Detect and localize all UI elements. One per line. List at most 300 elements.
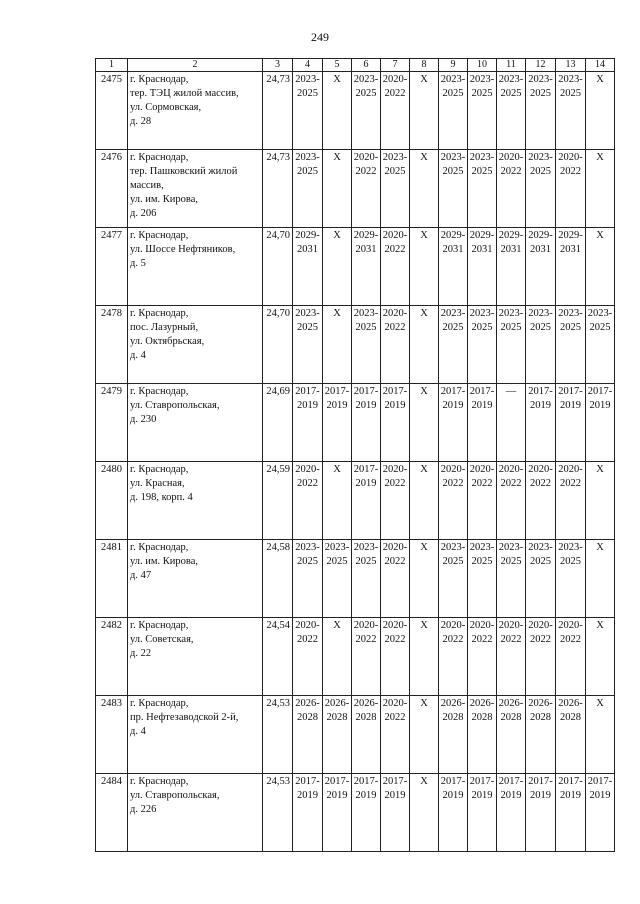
period-text: 2019 <box>589 400 611 411</box>
period-text: 2028 <box>530 712 551 723</box>
register-table <box>95 58 615 852</box>
period-cell <box>381 72 410 150</box>
period-text: X <box>420 698 428 709</box>
period-text: 2020- <box>353 620 379 631</box>
period-text: 2017- <box>295 776 320 787</box>
period-text: 2020- <box>382 230 408 241</box>
period-cell <box>586 384 615 462</box>
period-cell <box>586 150 615 228</box>
period-text: 2022 <box>442 478 464 489</box>
period-cell <box>410 774 439 852</box>
period-text: 2025 <box>500 88 522 99</box>
address-cell <box>128 72 263 150</box>
period-text: X <box>420 542 428 553</box>
period-cell <box>497 540 526 618</box>
address-line: ул. им. Кирова, <box>130 556 199 567</box>
period-text: 2022 <box>560 166 581 177</box>
period-cell <box>526 72 556 150</box>
period-text: 2023- <box>558 542 583 553</box>
period-text: 2017- <box>587 386 613 397</box>
period-text: 2025 <box>297 88 318 99</box>
period-cell <box>497 384 526 462</box>
column-number-6: 6 <box>352 59 381 72</box>
address-line: г. Краснодар, <box>130 620 189 631</box>
period-cell <box>586 228 615 306</box>
period-text: 2023- <box>528 308 553 319</box>
period-text: 2022 <box>442 634 464 645</box>
period-cell <box>526 150 556 228</box>
period-text: 2028 <box>471 712 493 723</box>
address-line: д. 206 <box>130 208 157 219</box>
period-cell <box>410 306 439 384</box>
period-cell <box>468 774 497 852</box>
period-text: 2026- <box>324 698 350 709</box>
period-text: 2017- <box>382 776 408 787</box>
period-text: 2019 <box>384 790 406 801</box>
period-text: 2017- <box>528 386 553 397</box>
period-text: 2022 <box>384 634 406 645</box>
period-text: 2023- <box>295 542 320 553</box>
period-cell <box>352 228 381 306</box>
period-text: 2023- <box>353 542 379 553</box>
period-cell <box>468 462 497 540</box>
period-cell <box>381 462 410 540</box>
address-line: д. 4 <box>130 726 146 737</box>
table-row <box>96 462 615 540</box>
period-cell <box>586 774 615 852</box>
period-text: 2026- <box>440 698 466 709</box>
period-text: 2029- <box>353 230 379 241</box>
period-text: 2017- <box>498 776 524 787</box>
rating-value: 24,73 <box>263 150 293 228</box>
period-text: X <box>333 620 341 631</box>
row-number: 2477 <box>96 228 128 306</box>
period-text: 2023- <box>440 308 466 319</box>
period-cell <box>526 228 556 306</box>
period-text: 2019 <box>471 400 493 411</box>
period-cell <box>323 696 352 774</box>
column-number-4: 4 <box>293 59 323 72</box>
period-text: 2017- <box>440 776 466 787</box>
period-text: 2025 <box>560 556 581 567</box>
row-number: 2479 <box>96 384 128 462</box>
period-text: 2019 <box>560 790 581 801</box>
period-text: 2025 <box>471 556 493 567</box>
period-text: X <box>420 386 428 397</box>
period-cell <box>468 618 497 696</box>
rating-value: 24,70 <box>263 228 293 306</box>
address-line: массив, <box>130 180 164 191</box>
period-text: 2020- <box>382 308 408 319</box>
period-cell <box>381 228 410 306</box>
period-cell <box>323 72 352 150</box>
period-text: X <box>420 464 428 475</box>
period-cell <box>352 540 381 618</box>
period-text: 2017- <box>440 386 466 397</box>
period-text: 2022 <box>530 478 551 489</box>
period-cell <box>293 384 323 462</box>
period-text: 2023- <box>353 74 379 85</box>
period-cell <box>293 228 323 306</box>
period-cell <box>556 696 586 774</box>
period-text: 2025 <box>442 166 464 177</box>
rating-value: 24,70 <box>263 306 293 384</box>
period-text: 2020- <box>469 464 495 475</box>
period-text: 2022 <box>297 634 318 645</box>
period-text: 2025 <box>471 322 493 333</box>
period-text: 2020- <box>295 620 320 631</box>
period-cell <box>556 150 586 228</box>
period-text: 2025 <box>530 166 551 177</box>
table-body <box>96 59 615 852</box>
period-text: 2029- <box>440 230 466 241</box>
period-text: 2019 <box>442 790 464 801</box>
period-text: 2025 <box>355 322 377 333</box>
period-text: 2020- <box>382 620 408 631</box>
period-text: 2029- <box>469 230 495 241</box>
period-text: 2025 <box>500 556 522 567</box>
period-cell <box>439 540 468 618</box>
period-text: 2019 <box>355 478 377 489</box>
period-cell <box>293 150 323 228</box>
column-number-9: 9 <box>439 59 468 72</box>
address-line: г. Краснодар, <box>130 386 189 397</box>
period-text: 2019 <box>355 400 377 411</box>
period-text: 2022 <box>560 634 581 645</box>
period-cell <box>381 618 410 696</box>
period-text: 2023- <box>528 74 553 85</box>
period-cell <box>497 228 526 306</box>
period-text: 2031 <box>355 244 377 255</box>
period-text: 2020- <box>382 464 408 475</box>
period-text: 2020- <box>558 464 583 475</box>
period-text: 2029- <box>295 230 320 241</box>
period-cell <box>410 540 439 618</box>
period-text: 2028 <box>326 712 348 723</box>
period-text: 2017- <box>353 464 379 475</box>
period-text: 2019 <box>471 790 493 801</box>
period-text: 2025 <box>471 166 493 177</box>
period-text: 2031 <box>297 244 318 255</box>
row-number: 2481 <box>96 540 128 618</box>
period-cell <box>352 384 381 462</box>
period-text: 2025 <box>297 166 318 177</box>
column-number-8: 8 <box>410 59 439 72</box>
period-cell <box>586 462 615 540</box>
period-text: 2017- <box>528 776 553 787</box>
period-text: 2020- <box>528 620 553 631</box>
period-text: X <box>596 230 604 241</box>
period-text: 2026- <box>469 698 495 709</box>
rating-value: 24,53 <box>263 774 293 852</box>
period-cell <box>293 462 323 540</box>
table-row <box>96 72 615 150</box>
period-text: 2022 <box>500 634 522 645</box>
period-cell <box>323 150 352 228</box>
period-text: 2025 <box>326 556 348 567</box>
period-text: 2022 <box>355 634 377 645</box>
period-text: X <box>420 152 428 163</box>
period-text: 2026- <box>558 698 583 709</box>
period-cell <box>381 696 410 774</box>
period-cell <box>468 540 497 618</box>
period-text: X <box>596 464 604 475</box>
period-text: 2020- <box>382 542 408 553</box>
period-text: 2023- <box>498 542 524 553</box>
period-text: 2022 <box>530 634 551 645</box>
table-row <box>96 696 615 774</box>
period-text: 2020- <box>440 620 466 631</box>
period-cell <box>497 618 526 696</box>
row-number: 2482 <box>96 618 128 696</box>
period-text: 2031 <box>471 244 493 255</box>
period-cell <box>526 618 556 696</box>
period-text: X <box>420 308 428 319</box>
period-cell <box>293 774 323 852</box>
period-text: 2026- <box>498 698 524 709</box>
period-cell <box>556 540 586 618</box>
period-text: 2022 <box>500 478 522 489</box>
period-text: 2025 <box>560 88 581 99</box>
period-text: 2019 <box>560 400 581 411</box>
period-text: 2029- <box>558 230 583 241</box>
period-cell <box>352 618 381 696</box>
period-text: 2025 <box>355 556 377 567</box>
period-text: 2025 <box>560 322 581 333</box>
period-text: 2017- <box>558 386 583 397</box>
period-text: 2017- <box>324 776 350 787</box>
period-text: X <box>333 308 341 319</box>
period-cell <box>586 72 615 150</box>
rating-value: 24,59 <box>263 462 293 540</box>
period-text: 2017- <box>324 386 350 397</box>
period-cell <box>556 228 586 306</box>
period-cell <box>410 462 439 540</box>
period-cell <box>381 150 410 228</box>
table-row <box>96 774 615 852</box>
period-text: 2022 <box>384 322 406 333</box>
period-cell <box>323 384 352 462</box>
period-cell <box>323 774 352 852</box>
period-cell <box>468 306 497 384</box>
period-cell <box>410 696 439 774</box>
period-cell <box>526 696 556 774</box>
period-text: 2017- <box>295 386 320 397</box>
address-line: г. Краснодар, <box>130 152 189 163</box>
period-cell <box>556 72 586 150</box>
period-text: 2019 <box>442 400 464 411</box>
period-text: 2019 <box>530 400 551 411</box>
period-text: 2020- <box>498 464 524 475</box>
period-cell <box>586 618 615 696</box>
period-text: 2026- <box>528 698 553 709</box>
period-text: 2025 <box>500 322 522 333</box>
period-cell <box>323 306 352 384</box>
period-cell <box>497 306 526 384</box>
period-text: 2019 <box>326 790 348 801</box>
period-text: X <box>596 74 604 85</box>
address-line: д. 226 <box>130 804 157 815</box>
address-cell <box>128 150 263 228</box>
period-text: 2023- <box>440 74 466 85</box>
period-text: 2023- <box>528 542 553 553</box>
period-cell <box>439 306 468 384</box>
period-cell <box>497 774 526 852</box>
period-text: X <box>596 698 604 709</box>
period-text: 2022 <box>384 712 406 723</box>
period-text: 2025 <box>589 322 611 333</box>
period-text: 2025 <box>297 556 318 567</box>
address-cell <box>128 696 263 774</box>
period-cell <box>352 774 381 852</box>
period-cell <box>352 696 381 774</box>
column-number-12: 12 <box>526 59 556 72</box>
period-text: X <box>420 620 428 631</box>
period-text: 2020- <box>528 464 553 475</box>
period-text: 2023- <box>440 542 466 553</box>
period-text: 2019 <box>355 790 377 801</box>
period-cell <box>323 618 352 696</box>
period-text: 2023- <box>295 152 320 163</box>
table-row <box>96 150 615 228</box>
address-cell <box>128 618 263 696</box>
table-row <box>96 618 615 696</box>
period-cell <box>526 384 556 462</box>
period-text: 2023- <box>558 74 583 85</box>
address-line: тер. ТЭЦ жилой массив, <box>130 88 239 99</box>
address-line: ул. им. Кирова, <box>130 194 199 205</box>
period-cell <box>526 462 556 540</box>
period-cell <box>526 540 556 618</box>
table-row <box>96 384 615 462</box>
period-text: 2023- <box>558 308 583 319</box>
period-cell <box>293 72 323 150</box>
period-cell <box>586 696 615 774</box>
rating-value: 24,73 <box>263 72 293 150</box>
period-cell <box>323 228 352 306</box>
address-line: г. Краснодар, <box>130 464 189 475</box>
period-cell <box>497 462 526 540</box>
period-text: 2022 <box>384 478 406 489</box>
period-text: 2020- <box>498 620 524 631</box>
period-cell <box>381 384 410 462</box>
period-cell <box>497 696 526 774</box>
column-number-row <box>96 59 615 72</box>
period-text: 2023- <box>469 542 495 553</box>
period-cell <box>381 306 410 384</box>
address-line: г. Краснодар, <box>130 230 189 241</box>
period-text: X <box>420 74 428 85</box>
period-text: 2020- <box>353 152 379 163</box>
period-cell <box>556 774 586 852</box>
period-cell <box>526 774 556 852</box>
period-cell <box>556 306 586 384</box>
period-text: 2026- <box>295 698 320 709</box>
period-text: 2020- <box>469 620 495 631</box>
column-number-3: 3 <box>263 59 293 72</box>
rating-value: 24,54 <box>263 618 293 696</box>
address-cell <box>128 306 263 384</box>
address-line: ул. Красная, <box>130 478 185 489</box>
period-cell <box>439 384 468 462</box>
period-cell <box>352 306 381 384</box>
period-cell <box>410 228 439 306</box>
table-row <box>96 540 615 618</box>
period-text: 2031 <box>500 244 522 255</box>
column-number-1: 1 <box>96 59 128 72</box>
address-line: тер. Пашковский жилой <box>130 166 238 177</box>
period-text: 2019 <box>297 790 318 801</box>
address-cell <box>128 540 263 618</box>
address-line: д. 47 <box>130 570 152 581</box>
period-text: X <box>596 620 604 631</box>
period-cell <box>381 774 410 852</box>
period-text: 2019 <box>589 790 611 801</box>
period-text: 2025 <box>530 88 551 99</box>
period-text: 2025 <box>471 88 493 99</box>
address-line: д. 4 <box>130 350 146 361</box>
period-text: 2026- <box>353 698 379 709</box>
period-text: 2017- <box>353 386 379 397</box>
period-cell <box>293 696 323 774</box>
period-cell <box>468 150 497 228</box>
period-cell <box>586 540 615 618</box>
period-text: X <box>333 464 341 475</box>
address-cell <box>128 774 263 852</box>
column-number-5: 5 <box>323 59 352 72</box>
period-text: 2023- <box>587 308 613 319</box>
period-text: 2023- <box>295 308 320 319</box>
period-text: 2017- <box>587 776 613 787</box>
period-text: 2019 <box>500 790 522 801</box>
address-line: г. Краснодар, <box>130 308 189 319</box>
page-number: 249 <box>311 30 329 44</box>
period-text: 2023- <box>382 152 408 163</box>
period-cell <box>323 462 352 540</box>
period-cell <box>410 72 439 150</box>
period-text: 2023- <box>469 308 495 319</box>
period-cell <box>439 72 468 150</box>
period-text: 2023- <box>295 74 320 85</box>
period-cell <box>439 774 468 852</box>
period-cell <box>439 696 468 774</box>
period-text: 2022 <box>297 478 318 489</box>
period-text: X <box>420 230 428 241</box>
period-cell <box>468 384 497 462</box>
period-text: 2023- <box>498 74 524 85</box>
period-cell <box>293 540 323 618</box>
period-cell <box>410 150 439 228</box>
address-line: ул. Сормовская, <box>130 102 202 113</box>
period-text: 2023- <box>440 152 466 163</box>
period-text: 2020- <box>295 464 320 475</box>
period-cell <box>293 306 323 384</box>
period-text: X <box>333 230 341 241</box>
period-cell <box>556 384 586 462</box>
column-number-14: 14 <box>586 59 615 72</box>
period-text: 2028 <box>355 712 377 723</box>
period-text: 2031 <box>442 244 464 255</box>
rating-value: 24,58 <box>263 540 293 618</box>
period-cell <box>556 618 586 696</box>
period-text: 2022 <box>471 634 493 645</box>
address-line: д. 198, корп. 4 <box>130 492 193 503</box>
period-cell <box>410 618 439 696</box>
period-text: 2022 <box>560 478 581 489</box>
period-cell <box>352 462 381 540</box>
period-text: 2017- <box>353 776 379 787</box>
period-text: 2025 <box>530 556 551 567</box>
